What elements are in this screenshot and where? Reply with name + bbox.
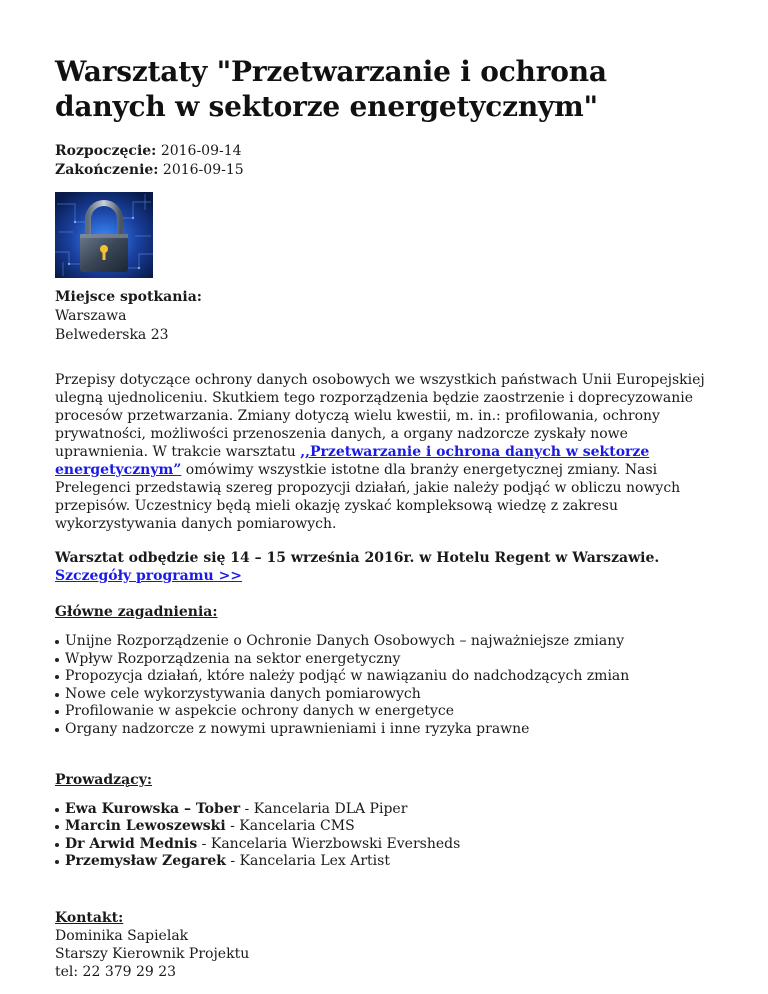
speaker-item [65, 836, 712, 854]
list-item: Unijne Rozporządzenie o Ochronie Danych Osobowych – najważniejsze zmiany [65, 633, 712, 651]
end-value: 2016-09-15 [162, 162, 244, 178]
description-part2: omówimy wszystkie istotne dla branży energetycznej zmiany. Nasi Prelegenci przedstawią szereg propozycji działań, jakie należy podjąć w obliczu nowych przepisów. Uczestnicy będą mieli okazję zyskać kompleksową wiedzę z zakresu wykorzystywania danych pomiarowych. [55, 462, 681, 532]
place-city: Warszawa [55, 308, 127, 324]
page-title: Warsztaty "Przetwarzanie i ochrona danych w sektorze energetycznym" [55, 55, 607, 123]
speaker-item [65, 818, 712, 836]
list-item: Profilowanie w aspekcie ochrony danych w energetyce [65, 703, 712, 721]
end-label: Zakończenie: [55, 162, 159, 178]
program-details-link[interactable]: Szczegóły programu >> [55, 568, 243, 584]
start-label: Rozpoczęcie: [55, 143, 157, 159]
topics-heading: Główne zagadnienia: [55, 604, 218, 620]
place-label: Miejsce spotkania: [55, 289, 202, 305]
place-street: Belwederska 23 [55, 327, 169, 343]
speaker-name: Dr Arwid Mednis [65, 835, 198, 852]
topics-list [55, 633, 712, 739]
contact-heading: Kontakt: [55, 909, 124, 926]
contact-phone: tel: 22 379 29 23 [55, 963, 177, 980]
speaker-org: - Kancelaria DLA Piper [240, 800, 408, 817]
list-item: Wpływ Rozporządzenia na sektor energetyczny [65, 651, 712, 669]
list-item: Propozycja działań, które należy podjąć w nawiązaniu do nadchodzących zmian [65, 668, 712, 686]
speakers-heading: Prowadzący: [55, 771, 153, 788]
speakers-list [55, 801, 712, 871]
contact-name: Dominika Sapielak [55, 927, 189, 944]
event-note [55, 549, 712, 585]
workshop-link[interactable]: ,,Przetwarzanie i ochrona danych w sektorze energetycznym” [55, 444, 650, 478]
description [55, 371, 712, 533]
contact-role: Starszy Kierownik Projektu [55, 945, 250, 962]
description-part1: Przepisy dotyczące ochrony danych osobowych we wszystkich państwach Unii Europejskiej ulegną ujednoliceniu. Skutkiem tego rozporządzenia będzie zaostrzenie i doprecyzowanie procesów przetwarzania. Zmiany dotyczą wielu kwestii, m. in.: profilowania, ochrony prywatności, możliwości przenoszenia danych, a organy nadzorcze zyskały nowe uprawnienia. W trakcie warsztatu [55, 372, 705, 460]
contact-block [55, 909, 712, 981]
list-item: Nowe cele wykorzystywania danych pomiarowych [65, 686, 712, 704]
padlock-icon [55, 192, 153, 278]
meeting-place [55, 288, 712, 345]
event-dates [55, 142, 712, 180]
speaker-name: Przemysław Zegarek [65, 853, 226, 870]
speaker-org: - Kancelaria Wierzbowski Eversheds [197, 835, 461, 852]
speaker-name: Marcin Lewoszewski [65, 818, 226, 835]
speaker-org: - Kancelaria Lex Artist [225, 853, 390, 870]
speaker-org: - Kancelaria CMS [225, 818, 355, 835]
event-note-text: Warsztat odbędzie się 14 – 15 września 2016r. w Hotelu Regent w Warszawie. [55, 550, 660, 566]
speaker-item [65, 801, 712, 819]
list-item: Organy nadzorcze z nowymi uprawnieniami i inne ryzyka prawne [65, 721, 712, 739]
start-value: 2016-09-14 [160, 143, 242, 159]
speaker-item [65, 853, 712, 871]
speaker-name: Ewa Kurowska – Tober [65, 800, 241, 817]
